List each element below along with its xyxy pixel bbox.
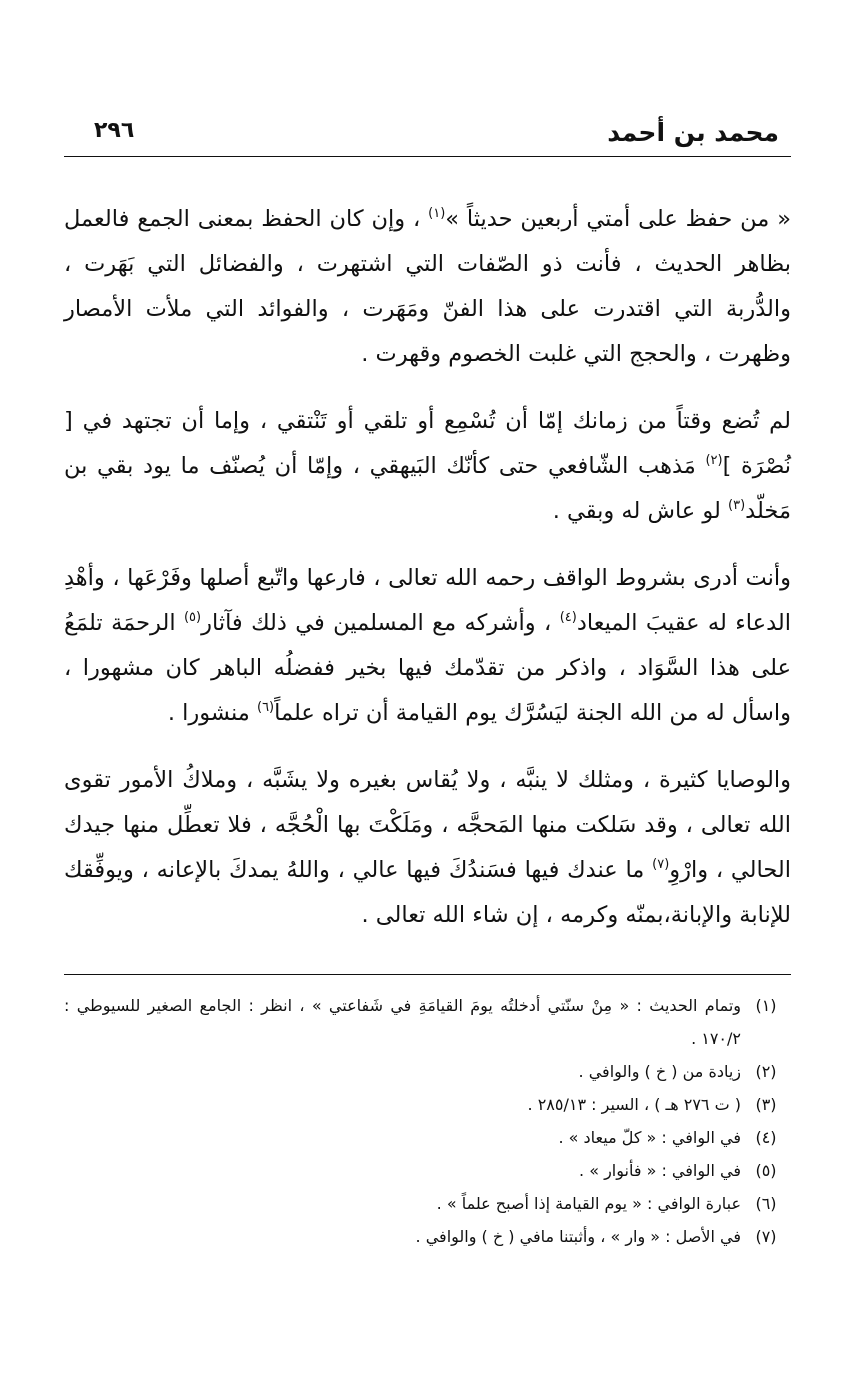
paragraph-text: والوصايا كثيرة ، ومثلك لا ينبَّه ، ولا يُقاس بغيره ولا يشَبَّه ، وملاكُ الأمور تقوى الله تعالى ، وقد سَلكت منها المَحجَّه ، ومَلَكْتَ بها الْحُجَّه ، فلا تعطِّل منها جيدك الحالي ، وارْوِ: [64, 767, 792, 883]
footnote-item: [64, 1055, 791, 1088]
paragraph-text: لو عاش له وبقي .: [552, 498, 729, 524]
paragraph-text: لم تُضع وقتاً من زمانك إمّا أن تُسْمِع أو تلقي أو تَنْتقي ، وإما أن تجتهد في [ نُصْرَة ]: [64, 408, 791, 479]
header-title: محمد بن أحمد: [607, 118, 779, 147]
page-number: ٢٩٦: [94, 118, 135, 143]
paragraph-3: [64, 556, 791, 736]
footnote-item: [64, 1121, 791, 1154]
footnote-ref: (٢): [705, 453, 723, 468]
footnote-text: في الوافي : « كلّ ميعاد » .: [558, 1128, 741, 1147]
footnote-ref: (١): [428, 206, 446, 221]
footnote-text: في الوافي : « فأنوار » .: [579, 1161, 741, 1180]
paragraph-text: منشورا .: [167, 700, 257, 726]
paragraph-text: ما عندك فيها فسَندُكَ فيها عالي ، واللهُ يمدكَ بالإعانه ، ويوفِّقك للإنابة والإبانة،بمنّه وكرمه ، إن شاء الله تعالى .: [64, 857, 791, 928]
footnote-number: (١): [755, 996, 777, 1015]
footnote-number: (٣): [755, 1095, 777, 1114]
book-page: [64, 110, 791, 1253]
main-text: [64, 197, 791, 938]
footnote-item: [64, 1154, 791, 1187]
footnote-number: (٦): [755, 1194, 777, 1213]
footnote-divider: [64, 974, 791, 975]
footnote-ref: (٦): [256, 700, 275, 715]
footnote-item: [64, 1088, 791, 1121]
footnote-number: (٤): [755, 1128, 777, 1147]
footnote-text: عبارة الوافي : « يوم القيامة إذا أصبح علماً » .: [436, 1194, 741, 1213]
footnote-item: [64, 989, 791, 1055]
paragraph-text: الرحمَة تلمَعُ على هذا السَّوَاد ، واذكر من تقدّمك فيها بخير ففضلُه الباهر كان مشهورا ، واسأل له من الله الجنة ليَسُرَّك يوم القيامة أن تراه علماً: [64, 610, 791, 726]
footnotes-section: [64, 989, 791, 1253]
running-header: [64, 110, 791, 157]
paragraph-text: مَذهب الشّافعي حتى كأنّك البَيهقي ، وإمّا أن يُصنّف ما يود بقي بن مَخلّد: [64, 453, 791, 524]
paragraph-text: « من حفظ على أمتي أربعين حديثاً »: [445, 206, 791, 232]
footnote-number: (٥): [755, 1161, 777, 1180]
footnote-text: زيادة من ( خ ) والوافي .: [578, 1062, 741, 1081]
paragraph-text: وأنت أدرى بشروط الواقف رحمه الله تعالى ، فارعها واتّبع أصلها وفَرْعَها ، وأهْدِ الدعاء له عقيبَ الميعاد: [64, 565, 791, 636]
footnote-ref: (٧): [652, 857, 670, 872]
footnote-ref: (٣): [728, 498, 746, 513]
paragraph-1: [64, 197, 791, 377]
footnote-number: (٢): [755, 1062, 777, 1081]
footnote-text: ( ت ٢٧٦ هـ ) ، السير : ٢٨٥/١٣ .: [527, 1095, 741, 1114]
footnote-ref: (٤): [559, 610, 577, 625]
paragraph-2: [64, 399, 791, 534]
footnote-item: [64, 1187, 791, 1220]
footnote-ref: (٥): [183, 610, 202, 625]
paragraph-text: ، وأشركه مع المسلمين في ذلك فآثار: [201, 610, 560, 636]
paragraph-4: [64, 758, 791, 938]
paragraph-text: ، وإن كان الحفظ بمعنى الجمع فالعمل بظاهر الحديث ، فأنت ذو الصّفات التي اشتهرت ، والفضائل التي بَهَرت ، والدُّربة التي اقتدرت على هذا الفنّ ومَهَرت ، والفوائد التي ملأت الأمصار وظهرت ، والحجج التي غلبت الخصوم وقهرت .: [64, 206, 791, 367]
footnote-item: [64, 1220, 791, 1253]
footnote-number: (٧): [755, 1227, 777, 1246]
footnote-text: في الأصل : « وار » ، وأثبتنا مافي ( خ ) والوافي .: [415, 1227, 741, 1246]
footnote-text: وتمام الحديث : « مِنْ سنّتي أدخلتُه يومَ القيامَةِ في شَفاعتي » ، انظر : الجامع الصغير للسيوطي : ١٧٠/٢ .: [64, 996, 741, 1048]
